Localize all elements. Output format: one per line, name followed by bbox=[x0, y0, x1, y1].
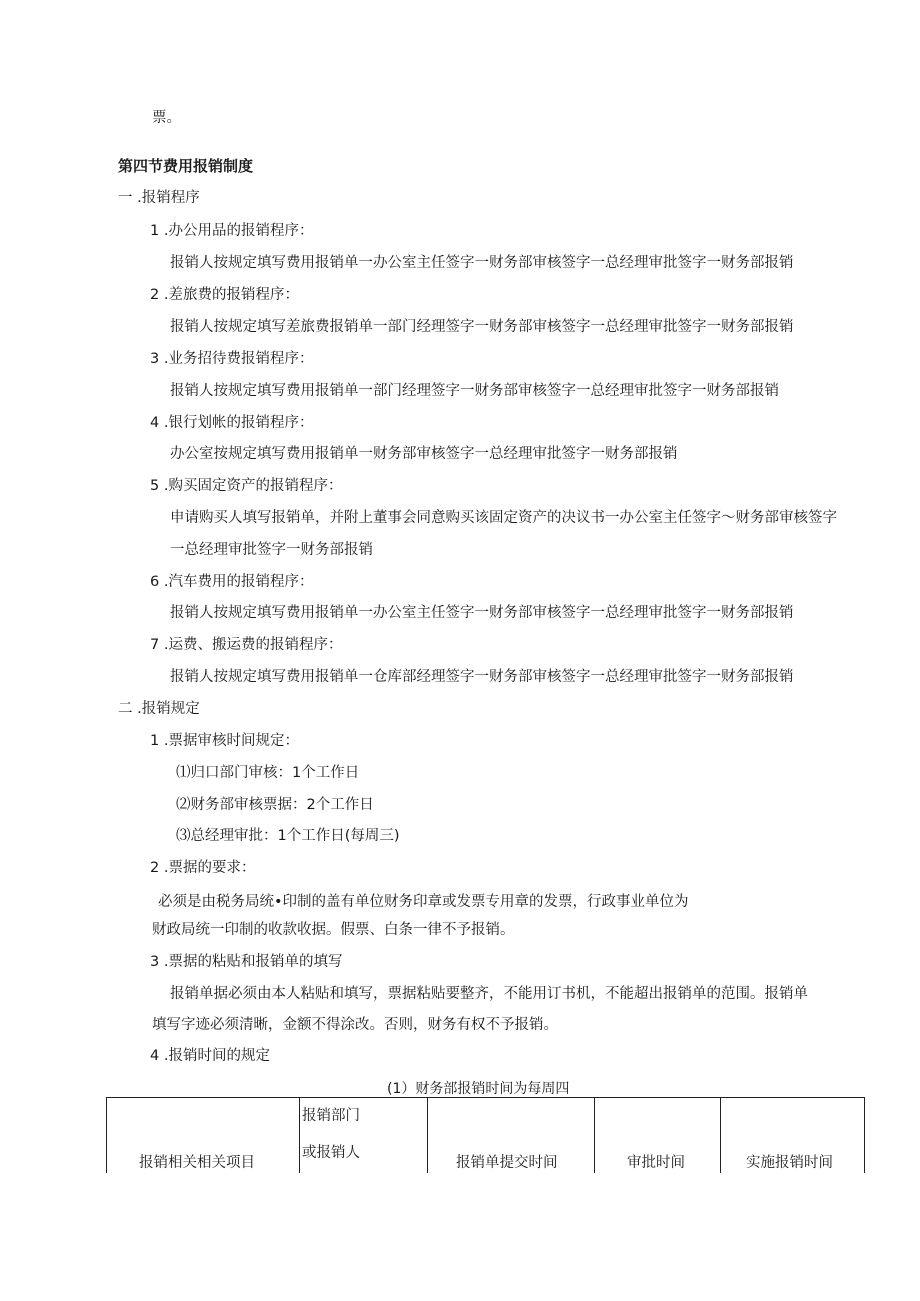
item-label-1: 1 .办公用品的报销程序： bbox=[150, 223, 314, 239]
item-line-4: 办公室按规定填写费用报销单一财务部审核签字一总经理审批签字一财务部报销 bbox=[170, 446, 678, 462]
item-line-1: 报销人按规定填写费用报销单一办公室主任签字一财务部审核签字一总经理审批签字一财务部报销 bbox=[170, 255, 794, 271]
header-submit: 报销单提交时间 bbox=[456, 1155, 558, 1171]
rule2-line-1: 必须是由税务局统•印制的盖有单位财务印章或发票专用章的发票，行政事业单位为 bbox=[158, 894, 689, 910]
item-line-6: 报销人按规定填写费用报销单一办公室主任签字一财务部审核签字一总经理审批签字一财务部报销 bbox=[170, 605, 794, 621]
part1-title: 一 .报销程序 bbox=[118, 190, 200, 206]
rule1-label: 1 .票据审核时间规定： bbox=[150, 733, 299, 749]
rule3-label: 3 .票据的粘贴和报销单的填写 bbox=[150, 954, 343, 970]
rule2-line-2: 财政局统一印制的收款收据。假票、白条一律不予报销。 bbox=[152, 922, 515, 938]
rule1-sub-2: ⑵财务部审核票据：2个工作日 bbox=[176, 797, 374, 813]
rule3-line-1: 报销单据必须由本人粘贴和填写，票据粘贴要整齐，不能用订书机，不能超出报销单的范围。报销单 bbox=[170, 986, 808, 1002]
item-label-6: 6 .汽车费用的报销程序： bbox=[150, 574, 314, 590]
item-line-5b: 一总经理审批签字一财务部报销 bbox=[170, 542, 373, 558]
item-label-5: 5 .购买固定资产的报销程序： bbox=[150, 478, 343, 494]
header-item: 报销相关相关项目 bbox=[139, 1155, 255, 1171]
item-line-7: 报销人按规定填写费用报销单一仓库部经理签字一财务部审核签字一总经理审批签字一财务部报销 bbox=[170, 669, 794, 685]
page-fragment: 票。 bbox=[152, 110, 181, 126]
reimbursement-schedule-table bbox=[106, 1097, 865, 1173]
rule2-label: 2 .票据的要求： bbox=[150, 860, 256, 876]
rule3-line-2: 填写字迹必须清晰，金额不得涂改。否则，财务有权不予报销。 bbox=[152, 1017, 558, 1033]
rule1-sub-3: ⑶总经理审批：1个工作日(每周三) bbox=[176, 828, 400, 844]
section-title: 第四节费用报销制度 bbox=[118, 157, 254, 175]
item-label-4: 4 .银行划帐的报销程序： bbox=[150, 415, 314, 431]
header-approve: 审批时间 bbox=[627, 1155, 685, 1171]
header-cell-execute bbox=[721, 1098, 865, 1173]
header-cell-submit bbox=[428, 1098, 595, 1173]
rule1-sub-1: ⑴归口部门审核：1个工作日 bbox=[176, 765, 360, 781]
part2-title: 二 .报销规定 bbox=[118, 701, 200, 717]
table-caption: (1）财务部报销时间为每周四 bbox=[387, 1081, 570, 1097]
item-line-5a: 申请购买人填写报销单，并附上董事会同意购买该固定资产的决议书一办公室主任签字〜财务部审核签字 bbox=[170, 510, 837, 526]
rule4-label: 4 .报销时间的规定 bbox=[150, 1048, 270, 1064]
item-label-3: 3 .业务招待费报销程序： bbox=[150, 351, 314, 367]
header-cell-item bbox=[107, 1098, 300, 1173]
item-label-7: 7 .运费、搬运费的报销程序： bbox=[150, 637, 343, 653]
header-dept-line2: 或报销人 bbox=[302, 1145, 360, 1161]
item-line-2: 报销人按规定填写差旅费报销单一部门经理签字一财务部审核签字一总经理审批签字一财务部报销 bbox=[170, 319, 794, 335]
item-line-3: 报销人按规定填写费用报销单一部门经理签字一财务部审核签字一总经理审批签字一财务部报销 bbox=[170, 383, 779, 399]
header-cell-approve bbox=[595, 1098, 721, 1173]
header-cell-dept bbox=[300, 1098, 428, 1173]
header-dept-line1: 报销部门 bbox=[302, 1108, 360, 1124]
header-execute: 实施报销时间 bbox=[746, 1155, 833, 1171]
item-label-2: 2 .差旅费的报销程序： bbox=[150, 287, 299, 303]
